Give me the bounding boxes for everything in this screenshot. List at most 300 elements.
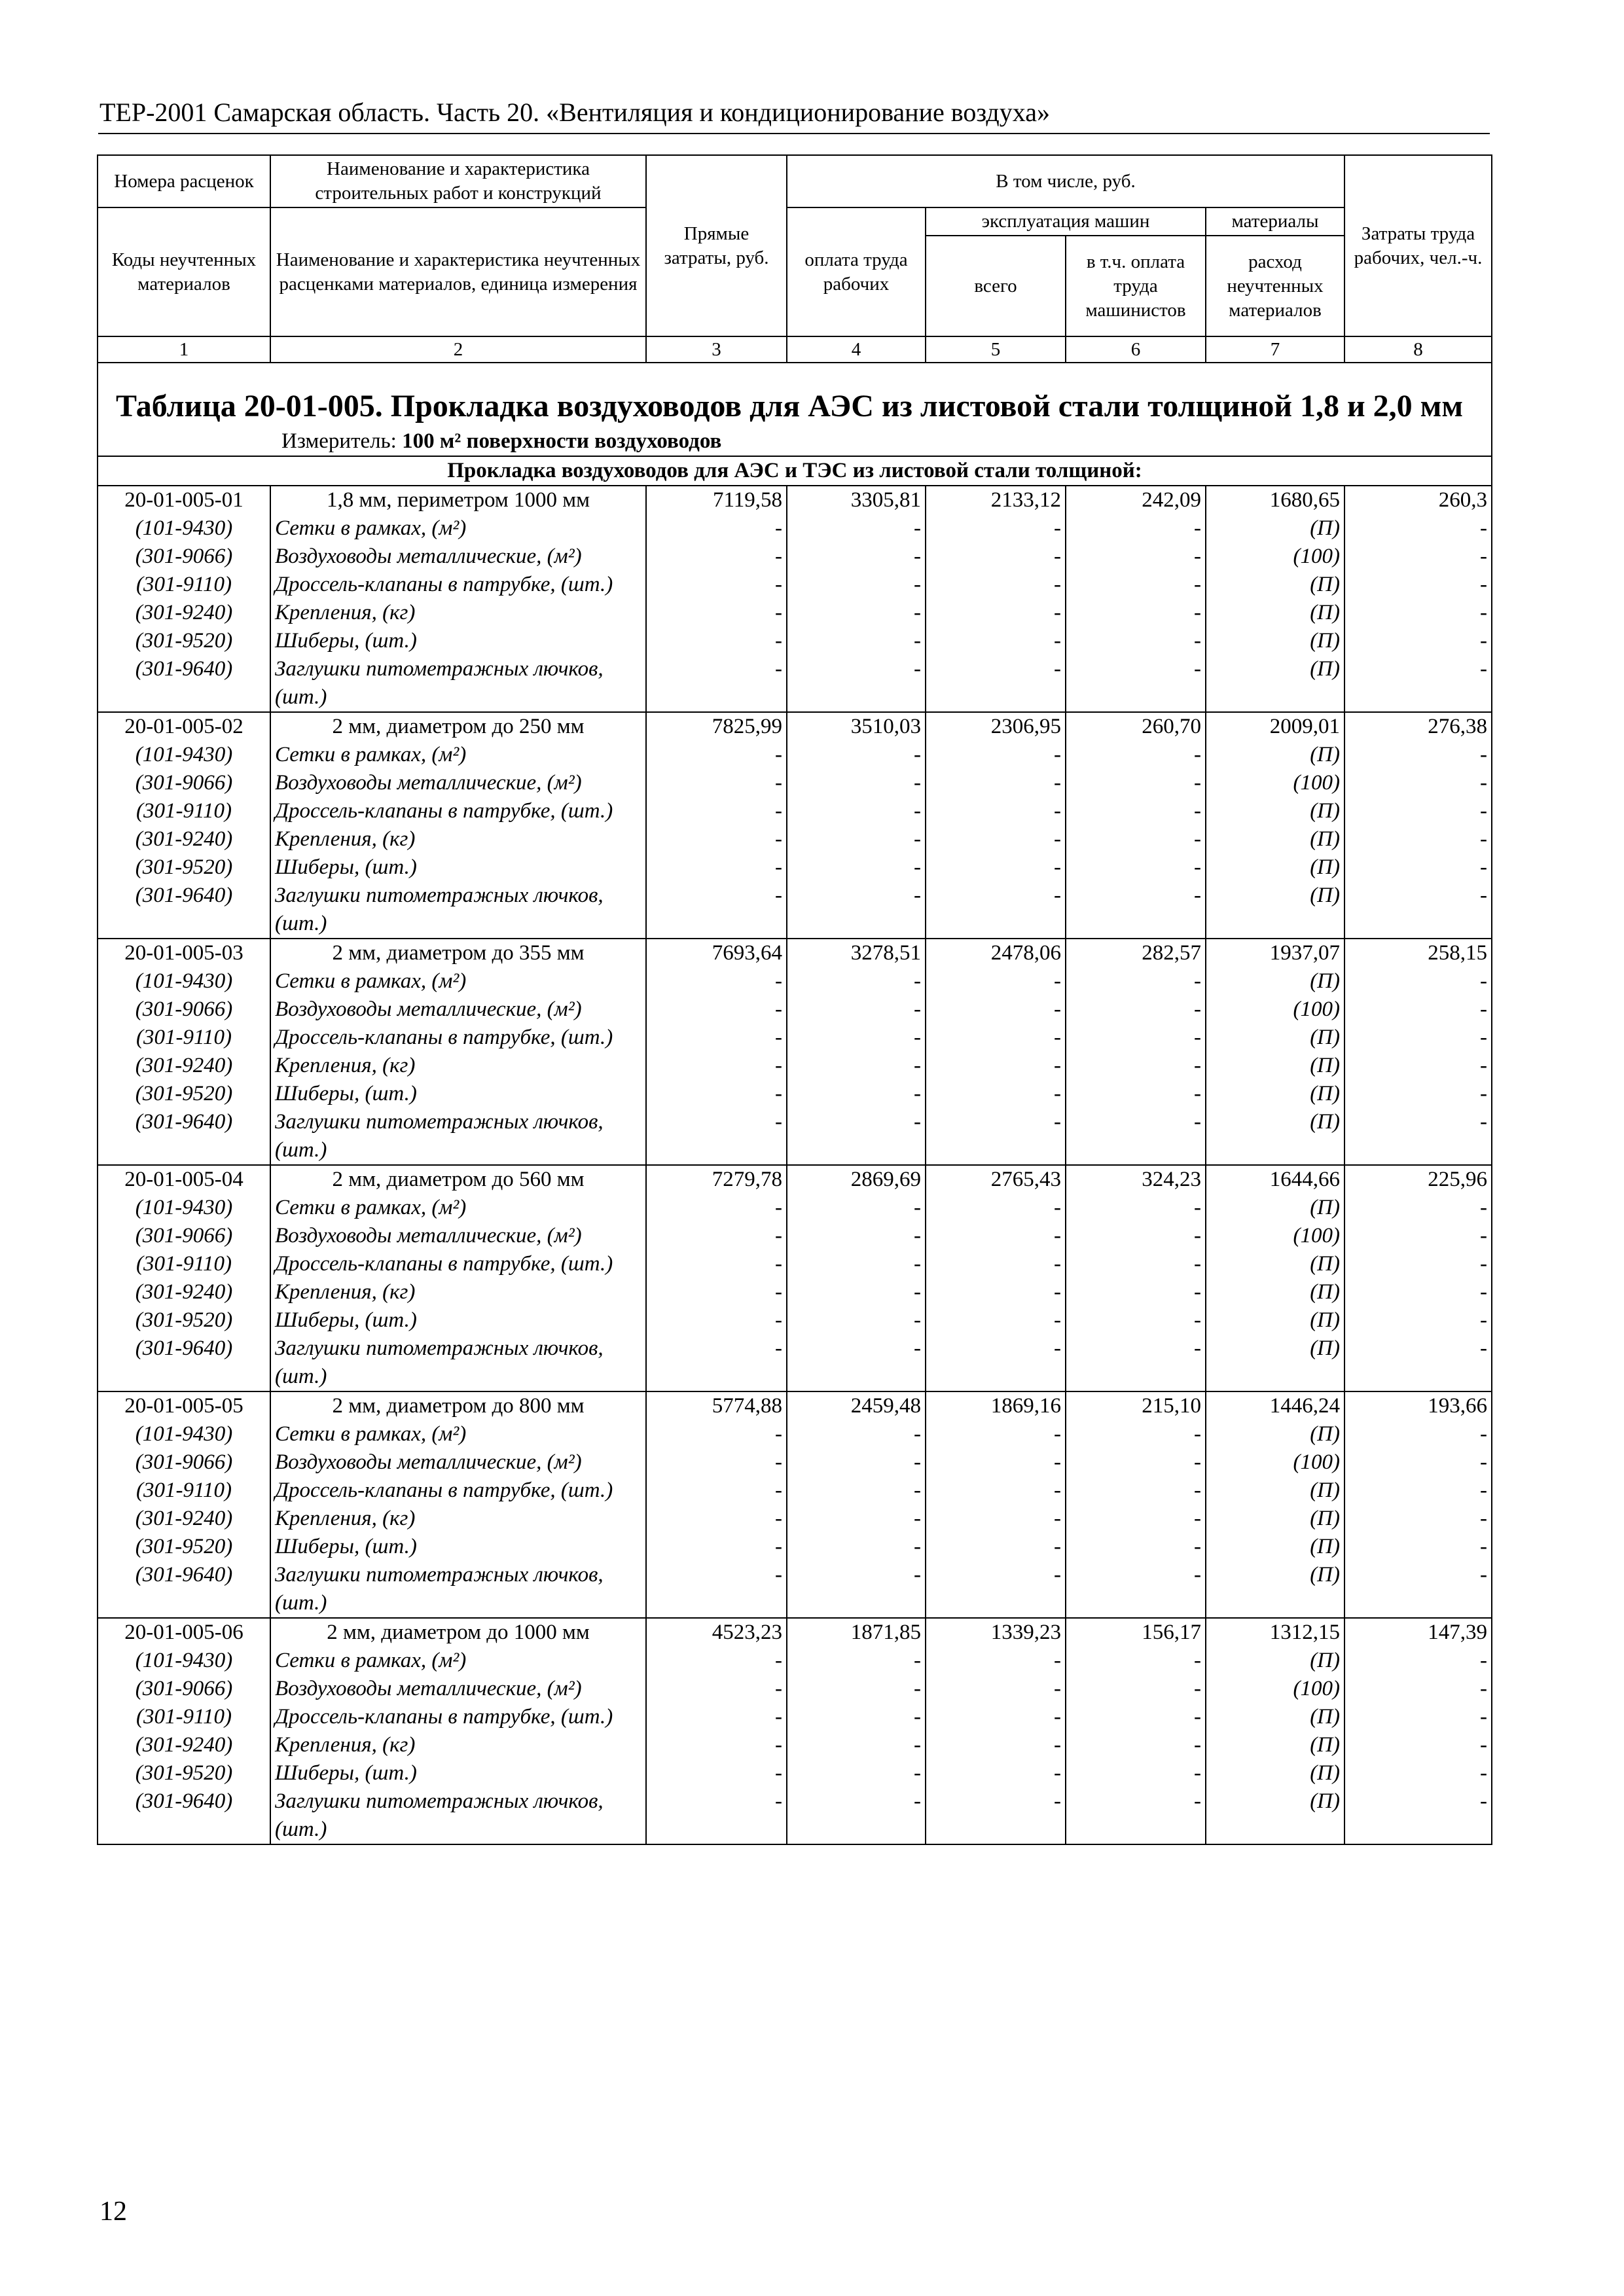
dash-cell: - xyxy=(1344,1561,1492,1618)
dash-cell: - xyxy=(1344,1108,1492,1165)
dash-cell: - xyxy=(646,1477,787,1505)
material-code: (101-9430) xyxy=(98,1194,270,1222)
dash-cell: - xyxy=(646,967,787,996)
material-code: (301-9066) xyxy=(98,769,270,797)
labor-pay: 3305,81 xyxy=(787,486,926,514)
dash-cell: - xyxy=(646,1080,787,1108)
dash-cell: - xyxy=(1344,1335,1492,1391)
dash-cell: - xyxy=(926,1250,1066,1278)
dash-cell: - xyxy=(926,741,1066,769)
material-quantity: (100) xyxy=(1206,543,1344,571)
dash-cell: - xyxy=(1344,741,1492,769)
operators-pay-header: в т.ч. оплата труда машинистов xyxy=(1066,236,1206,336)
dash-cell: - xyxy=(926,627,1066,655)
material-quantity: (П) xyxy=(1206,1533,1344,1561)
material-quantity: (П) xyxy=(1206,1561,1344,1618)
material-name: Дроссель-клапаны в патрубке, (шт.) xyxy=(270,1477,646,1505)
material-quantity: (П) xyxy=(1206,1250,1344,1278)
dash-cell: - xyxy=(1066,853,1206,882)
dash-cell: - xyxy=(646,1448,787,1477)
dash-cell: - xyxy=(646,1250,787,1278)
dash-cell: - xyxy=(646,1024,787,1052)
material-row xyxy=(98,853,1492,882)
dash-cell: - xyxy=(1344,1306,1492,1335)
material-name: Заглушки питометражных лючков, (шт.) xyxy=(270,1787,646,1844)
direct-costs: 7825,99 xyxy=(646,712,787,741)
dash-cell: - xyxy=(1344,1278,1492,1306)
direct-costs-header: Прямые затраты, руб. xyxy=(646,155,787,336)
material-quantity: (П) xyxy=(1206,627,1344,655)
measure-label: Измеритель: xyxy=(281,429,397,453)
dash-cell: - xyxy=(787,853,926,882)
material-code: (101-9430) xyxy=(98,1420,270,1448)
dash-cell: - xyxy=(1066,1052,1206,1080)
material-name: Воздуховоды металлические, (м²) xyxy=(270,543,646,571)
rate-name: 2 мм, диаметром до 800 мм xyxy=(270,1391,646,1420)
material-row xyxy=(98,741,1492,769)
dash-cell: - xyxy=(787,1647,926,1675)
material-quantity: (П) xyxy=(1206,1024,1344,1052)
material-code: (301-9110) xyxy=(98,571,270,599)
dash-cell: - xyxy=(1344,543,1492,571)
material-code: (301-9640) xyxy=(98,655,270,712)
material-row xyxy=(98,1194,1492,1222)
table-title: Таблица 20-01-005. Прокладка воздуховодов для АЭС из листовой стали толщиной 1,8 и 2,0 мм xyxy=(115,389,1464,423)
dash-cell: - xyxy=(926,825,1066,853)
materials-cost: 2009,01 xyxy=(1206,712,1344,741)
table-header xyxy=(98,155,1492,363)
dash-cell: - xyxy=(926,1052,1066,1080)
material-quantity: (П) xyxy=(1206,1052,1344,1080)
material-quantity: (П) xyxy=(1206,1505,1344,1533)
dash-cell: - xyxy=(926,1222,1066,1250)
rate-row xyxy=(98,712,1492,741)
dash-cell: - xyxy=(646,853,787,882)
material-name: Дроссель-клапаны в патрубке, (шт.) xyxy=(270,1250,646,1278)
material-name: Дроссель-клапаны в патрубке, (шт.) xyxy=(270,1024,646,1052)
machines-header: эксплуатация машин xyxy=(926,207,1206,236)
dash-cell: - xyxy=(1066,1759,1206,1787)
material-row xyxy=(98,1108,1492,1165)
material-quantity: (П) xyxy=(1206,853,1344,882)
material-row xyxy=(98,1759,1492,1787)
material-row xyxy=(98,571,1492,599)
dash-cell: - xyxy=(1066,514,1206,543)
dash-cell: - xyxy=(926,1533,1066,1561)
dash-cell: - xyxy=(646,1759,787,1787)
rate-row xyxy=(98,486,1492,514)
material-quantity: (100) xyxy=(1206,1222,1344,1250)
dash-cell: - xyxy=(926,797,1066,825)
rate-code: 20-01-005-05 xyxy=(98,1391,270,1420)
dash-cell: - xyxy=(1066,882,1206,939)
rate-row xyxy=(98,1391,1492,1420)
dash-cell: - xyxy=(1066,1731,1206,1759)
direct-costs: 4523,23 xyxy=(646,1618,787,1647)
material-quantity: (100) xyxy=(1206,996,1344,1024)
material-name: Заглушки питометражных лючков, (шт.) xyxy=(270,1108,646,1165)
dash-cell: - xyxy=(1066,1080,1206,1108)
dash-cell: - xyxy=(787,1533,926,1561)
material-name: Шиберы, (шт.) xyxy=(270,1080,646,1108)
dash-cell: - xyxy=(787,797,926,825)
machines-total: 2133,12 xyxy=(926,486,1066,514)
labor-pay: 3510,03 xyxy=(787,712,926,741)
dash-cell: - xyxy=(1344,1080,1492,1108)
material-row xyxy=(98,1222,1492,1250)
material-code: (301-9520) xyxy=(98,627,270,655)
labor-pay: 1871,85 xyxy=(787,1618,926,1647)
column-numbers-row xyxy=(98,336,1492,363)
rate-name: 2 мм, диаметром до 1000 мм xyxy=(270,1618,646,1647)
measure-cell xyxy=(98,427,1492,456)
dash-cell: - xyxy=(926,996,1066,1024)
material-code: (301-9066) xyxy=(98,996,270,1024)
dash-cell: - xyxy=(1344,1194,1492,1222)
dash-cell: - xyxy=(1344,882,1492,939)
dash-cell: - xyxy=(787,1448,926,1477)
material-name: Шиберы, (шт.) xyxy=(270,627,646,655)
dash-cell: - xyxy=(646,571,787,599)
rate-name: 2 мм, диаметром до 355 мм xyxy=(270,939,646,967)
material-name: Крепления, (кг) xyxy=(270,825,646,853)
dash-cell: - xyxy=(787,1477,926,1505)
dash-cell: - xyxy=(926,1108,1066,1165)
dash-cell: - xyxy=(1066,655,1206,712)
dash-cell: - xyxy=(787,1561,926,1618)
dash-cell: - xyxy=(646,1108,787,1165)
dash-cell: - xyxy=(926,1731,1066,1759)
machines-total: 2765,43 xyxy=(926,1165,1066,1194)
labor-hours: 258,15 xyxy=(1344,939,1492,967)
material-name: Воздуховоды металлические, (м²) xyxy=(270,769,646,797)
dash-cell: - xyxy=(787,627,926,655)
rates-table xyxy=(97,154,1492,1845)
material-row xyxy=(98,599,1492,627)
operators-pay: 242,09 xyxy=(1066,486,1206,514)
dash-cell: - xyxy=(1344,1787,1492,1844)
dash-cell: - xyxy=(646,1703,787,1731)
dash-cell: - xyxy=(787,1731,926,1759)
dash-cell: - xyxy=(1066,1505,1206,1533)
dash-cell: - xyxy=(646,1787,787,1844)
material-row xyxy=(98,1420,1492,1448)
dash-cell: - xyxy=(646,627,787,655)
material-row xyxy=(98,1250,1492,1278)
dash-cell: - xyxy=(1066,1306,1206,1335)
material-row xyxy=(98,1703,1492,1731)
dash-cell: - xyxy=(926,1080,1066,1108)
dash-cell: - xyxy=(1344,1703,1492,1731)
dash-cell: - xyxy=(1066,1703,1206,1731)
dash-cell: - xyxy=(1066,1561,1206,1618)
dash-cell: - xyxy=(787,1250,926,1278)
material-row xyxy=(98,1647,1492,1675)
operators-pay: 324,23 xyxy=(1066,1165,1206,1194)
material-row xyxy=(98,996,1492,1024)
header-divider xyxy=(98,133,1490,134)
dash-cell: - xyxy=(1344,1448,1492,1477)
material-code: (301-9520) xyxy=(98,1759,270,1787)
dash-cell: - xyxy=(787,1222,926,1250)
material-quantity: (100) xyxy=(1206,769,1344,797)
material-quantity: (П) xyxy=(1206,797,1344,825)
rate-name: 2 мм, диаметром до 250 мм xyxy=(270,712,646,741)
material-row xyxy=(98,769,1492,797)
materials-cost: 1937,07 xyxy=(1206,939,1344,967)
material-name: Дроссель-клапаны в патрубке, (шт.) xyxy=(270,797,646,825)
material-row xyxy=(98,1278,1492,1306)
material-name: Шиберы, (шт.) xyxy=(270,853,646,882)
material-code: (301-9240) xyxy=(98,1731,270,1759)
dash-cell: - xyxy=(646,1306,787,1335)
material-code: (301-9066) xyxy=(98,543,270,571)
material-name: Шиберы, (шт.) xyxy=(270,1759,646,1787)
dash-cell: - xyxy=(926,1703,1066,1731)
dash-cell: - xyxy=(926,1477,1066,1505)
materials-cost: 1446,24 xyxy=(1206,1391,1344,1420)
dash-cell: - xyxy=(1344,853,1492,882)
dash-cell: - xyxy=(1066,1250,1206,1278)
rate-row xyxy=(98,1165,1492,1194)
material-quantity: (П) xyxy=(1206,1647,1344,1675)
direct-costs: 5774,88 xyxy=(646,1391,787,1420)
material-code: (301-9240) xyxy=(98,1505,270,1533)
material-name: Воздуховоды металлические, (м²) xyxy=(270,1675,646,1703)
dash-cell: - xyxy=(926,853,1066,882)
material-row xyxy=(98,1561,1492,1618)
dash-cell: - xyxy=(1066,543,1206,571)
labor-hours: 147,39 xyxy=(1344,1618,1492,1647)
material-code: (301-9640) xyxy=(98,882,270,939)
dash-cell: - xyxy=(1344,571,1492,599)
dash-cell: - xyxy=(1066,627,1206,655)
dash-cell: - xyxy=(787,514,926,543)
direct-costs: 7279,78 xyxy=(646,1165,787,1194)
dash-cell: - xyxy=(787,996,926,1024)
dash-cell: - xyxy=(1344,1647,1492,1675)
dash-cell: - xyxy=(1066,1278,1206,1306)
material-name: Сетки в рамках, (м²) xyxy=(270,967,646,996)
material-code: (301-9240) xyxy=(98,825,270,853)
dash-cell: - xyxy=(1344,797,1492,825)
column-number: 8 xyxy=(1344,336,1492,363)
material-code: (301-9110) xyxy=(98,1703,270,1731)
material-code: (301-9640) xyxy=(98,1787,270,1844)
dash-cell: - xyxy=(787,1306,926,1335)
machines-total: 1339,23 xyxy=(926,1618,1066,1647)
material-code: (301-9110) xyxy=(98,1477,270,1505)
material-quantity: (П) xyxy=(1206,825,1344,853)
material-name: Шиберы, (шт.) xyxy=(270,1306,646,1335)
dash-cell: - xyxy=(926,1335,1066,1391)
labor-hours: 260,3 xyxy=(1344,486,1492,514)
rate-code: 20-01-005-04 xyxy=(98,1165,270,1194)
column-number: 5 xyxy=(926,336,1066,363)
dash-cell: - xyxy=(926,514,1066,543)
rate-name: 2 мм, диаметром до 560 мм xyxy=(270,1165,646,1194)
dash-cell: - xyxy=(1344,1420,1492,1448)
dash-cell: - xyxy=(1066,741,1206,769)
materials-cost: 1312,15 xyxy=(1206,1618,1344,1647)
machines-total: 1869,16 xyxy=(926,1391,1066,1420)
material-name: Дроссель-клапаны в патрубке, (шт.) xyxy=(270,1703,646,1731)
dash-cell: - xyxy=(926,1759,1066,1787)
material-code: (301-9240) xyxy=(98,1052,270,1080)
dash-cell: - xyxy=(646,1278,787,1306)
material-quantity: (П) xyxy=(1206,1477,1344,1505)
material-quantity: (П) xyxy=(1206,741,1344,769)
material-quantity: (П) xyxy=(1206,599,1344,627)
dash-cell: - xyxy=(787,1108,926,1165)
material-name: Воздуховоды металлические, (м²) xyxy=(270,1448,646,1477)
material-row xyxy=(98,1052,1492,1080)
material-name: Сетки в рамках, (м²) xyxy=(270,741,646,769)
dash-cell: - xyxy=(646,655,787,712)
dash-cell: - xyxy=(1344,514,1492,543)
dash-cell: - xyxy=(646,1420,787,1448)
material-quantity: (П) xyxy=(1206,655,1344,712)
dash-cell: - xyxy=(646,1222,787,1250)
material-quantity: (П) xyxy=(1206,1787,1344,1844)
section-heading: Прокладка воздуховодов для АЭС и ТЭС из листовой стали толщиной: xyxy=(98,456,1492,486)
labor-pay: 2459,48 xyxy=(787,1391,926,1420)
dash-cell: - xyxy=(787,741,926,769)
dash-cell: - xyxy=(1344,1477,1492,1505)
dash-cell: - xyxy=(1066,769,1206,797)
dash-cell: - xyxy=(646,1675,787,1703)
material-quantity: (П) xyxy=(1206,1335,1344,1391)
material-name: Сетки в рамках, (м²) xyxy=(270,1194,646,1222)
labor-hours: 225,96 xyxy=(1344,1165,1492,1194)
material-quantity: (100) xyxy=(1206,1448,1344,1477)
material-code: (301-9066) xyxy=(98,1675,270,1703)
material-row xyxy=(98,514,1492,543)
dash-cell: - xyxy=(787,1335,926,1391)
dash-cell: - xyxy=(787,1052,926,1080)
dash-cell: - xyxy=(787,1024,926,1052)
material-name: Сетки в рамках, (м²) xyxy=(270,1647,646,1675)
dash-cell: - xyxy=(1066,797,1206,825)
dash-cell: - xyxy=(1344,967,1492,996)
rate-code: 20-01-005-03 xyxy=(98,939,270,967)
page-number: 12 xyxy=(99,2197,127,2227)
dash-cell: - xyxy=(926,1561,1066,1618)
dash-cell: - xyxy=(646,1731,787,1759)
dash-cell: - xyxy=(1066,967,1206,996)
dash-cell: - xyxy=(1066,996,1206,1024)
direct-costs: 7119,58 xyxy=(646,486,787,514)
dash-cell: - xyxy=(1344,996,1492,1024)
material-code: (301-9240) xyxy=(98,599,270,627)
dash-cell: - xyxy=(787,1787,926,1844)
dash-cell: - xyxy=(1066,1477,1206,1505)
material-name: Крепления, (кг) xyxy=(270,1731,646,1759)
dash-cell: - xyxy=(646,741,787,769)
labor-hours: 193,66 xyxy=(1344,1391,1492,1420)
materials-header: материалы xyxy=(1206,207,1344,236)
materials-cost: 1680,65 xyxy=(1206,486,1344,514)
dash-cell: - xyxy=(1344,627,1492,655)
material-name: Дроссель-клапаны в патрубке, (шт.) xyxy=(270,571,646,599)
machines-total-header: всего xyxy=(926,236,1066,336)
dash-cell: - xyxy=(787,1703,926,1731)
dash-cell: - xyxy=(926,1787,1066,1844)
including-header: В том числе, руб. xyxy=(787,155,1344,207)
dash-cell: - xyxy=(787,571,926,599)
dash-cell: - xyxy=(1066,1335,1206,1391)
column-number: 7 xyxy=(1206,336,1344,363)
material-quantity: (П) xyxy=(1206,1420,1344,1448)
material-row xyxy=(98,1477,1492,1505)
dash-cell: - xyxy=(1066,825,1206,853)
material-name: Заглушки питометражных лючков, (шт.) xyxy=(270,1561,646,1618)
dash-cell: - xyxy=(1066,1222,1206,1250)
dash-cell: - xyxy=(926,599,1066,627)
rate-row xyxy=(98,939,1492,967)
dash-cell: - xyxy=(787,1675,926,1703)
operators-pay: 156,17 xyxy=(1066,1618,1206,1647)
material-code: (301-9640) xyxy=(98,1335,270,1391)
material-code: (301-9066) xyxy=(98,1448,270,1477)
table-body xyxy=(98,363,1492,1844)
material-quantity: (П) xyxy=(1206,1194,1344,1222)
dash-cell: - xyxy=(1344,1052,1492,1080)
material-quantity: (П) xyxy=(1206,1080,1344,1108)
dash-cell: - xyxy=(1066,1787,1206,1844)
dash-cell: - xyxy=(646,1561,787,1618)
material-code: (301-9520) xyxy=(98,1533,270,1561)
dash-cell: - xyxy=(1344,769,1492,797)
material-row xyxy=(98,1731,1492,1759)
dash-cell: - xyxy=(646,599,787,627)
col2-top-header: Наименование и характеристика строительных работ и конструкций xyxy=(270,155,646,207)
dash-cell: - xyxy=(787,543,926,571)
material-row xyxy=(98,825,1492,853)
material-name: Крепления, (кг) xyxy=(270,599,646,627)
dash-cell: - xyxy=(1344,825,1492,853)
column-number: 3 xyxy=(646,336,787,363)
labor-hours-header: Затраты труда рабочих, чел.-ч. xyxy=(1344,155,1492,336)
col1-bottom-header: Коды неучтенных материалов xyxy=(98,207,270,336)
dash-cell: - xyxy=(787,1420,926,1448)
labor-hours: 276,38 xyxy=(1344,712,1492,741)
material-quantity: (П) xyxy=(1206,1759,1344,1787)
labor-pay: 3278,51 xyxy=(787,939,926,967)
dash-cell: - xyxy=(1066,599,1206,627)
dash-cell: - xyxy=(1344,655,1492,712)
dash-cell: - xyxy=(926,571,1066,599)
dash-cell: - xyxy=(926,543,1066,571)
dash-cell: - xyxy=(1344,1759,1492,1787)
material-row xyxy=(98,1533,1492,1561)
material-code: (301-9640) xyxy=(98,1108,270,1165)
material-name: Воздуховоды металлические, (м²) xyxy=(270,996,646,1024)
material-row xyxy=(98,797,1492,825)
material-row xyxy=(98,1675,1492,1703)
material-name: Заглушки питометражных лючков, (шт.) xyxy=(270,882,646,939)
dash-cell: - xyxy=(646,1647,787,1675)
dash-cell: - xyxy=(926,1420,1066,1448)
dash-cell: - xyxy=(646,1533,787,1561)
dash-cell: - xyxy=(1066,1448,1206,1477)
dash-cell: - xyxy=(1344,1505,1492,1533)
dash-cell: - xyxy=(646,1505,787,1533)
labor-pay: 2869,69 xyxy=(787,1165,926,1194)
dash-cell: - xyxy=(646,797,787,825)
dash-cell: - xyxy=(926,1647,1066,1675)
dash-cell: - xyxy=(926,1505,1066,1533)
